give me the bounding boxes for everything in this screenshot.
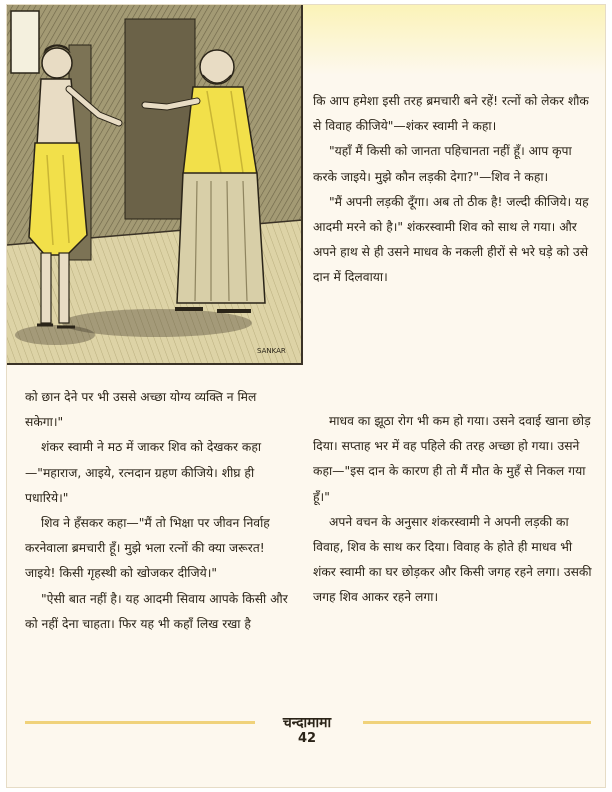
paragraph: "यहाँ मैं किसी को जानता पहिचानता नहीं हूँ। आप कृपा करके जाइये। मुझे कौन लड़की देगा?"—शिव ने कहा। — [313, 144, 572, 184]
paragraph: को छान देने पर भी उससे अच्छा योग्य व्यक्ति न मिल सकेगा।" — [25, 390, 257, 430]
paragraph: माधव का झूठा रोग भी कम हो गया। उसने दवाई खाना छोड़ दिया। सप्ताह भर में वह पहिले की तरह अच्छा हो गया। उसने कहा—"इस दान के कारण ही तो मैं मौत के मुहँ से निकल गया हूँ।" — [313, 414, 591, 504]
text-column-left — [25, 385, 297, 637]
story-illustration — [7, 5, 303, 365]
text-column-right-top — [313, 89, 593, 291]
header-color-band — [297, 5, 606, 75]
artist-signature: SANKAR — [257, 347, 286, 355]
paragraph: शिव ने हँसकर कहा—"मैं तो भिक्षा पर जीवन निर्वाह करनेवाला ब्रमचारी हूँ। मुझे भला रत्नों की क्या जरूरत! जाइये! किसी गृहस्थी को खोजकर दीजिये।" — [25, 516, 270, 581]
paragraph: कि आप हमेशा इसी तरह ब्रमचारी बने रहें! रत्नों को लेकर शौक से विवाह कीजिये"—शंकर स्वामी ने कहा। — [313, 94, 589, 134]
paragraph: अपने वचन के अनुसार शंकरस्वामी ने अपनी लड़की का विवाह, शिव के साथ कर दिया। विवाह के होते ही माधव भी शंकर स्वामी का घर छोड़कर और किसी जगह रहने लगा। उसकी जगह शिव आकर रहने लगा। — [313, 514, 592, 605]
magazine-name: चन्दामामा — [282, 715, 332, 731]
paragraph: शंकर स्वामी ने मठ में जाकर शिव को देखकर कहा—"महाराज, आइये, रत्नदान ग्रहण कीजिये। शीघ्र ही पधारिये।" — [25, 440, 262, 505]
paragraph: "मैं अपनी लड़की दूँगा। अब तो ठीक है! जल्दी कीजिये। यह आदमी मरने को है।" शंकरस्वामी शिव को साथ ले गया। और अपने हाथ से ही उसने माधव के नकली हीरों से भरे घड़े को उसे दान में दिलवाया। — [313, 194, 589, 285]
window — [11, 11, 39, 73]
paragraph: "ऐसी बात नहीं है। यह आदमी सिवाय आपके किसी और को नहीं देना चाहता। फिर यह भी कहाँ लिख रखा है — [25, 591, 288, 631]
magazine-page — [6, 4, 606, 788]
text-column-right-bottom — [313, 409, 593, 611]
page-number: 42 — [297, 731, 317, 746]
